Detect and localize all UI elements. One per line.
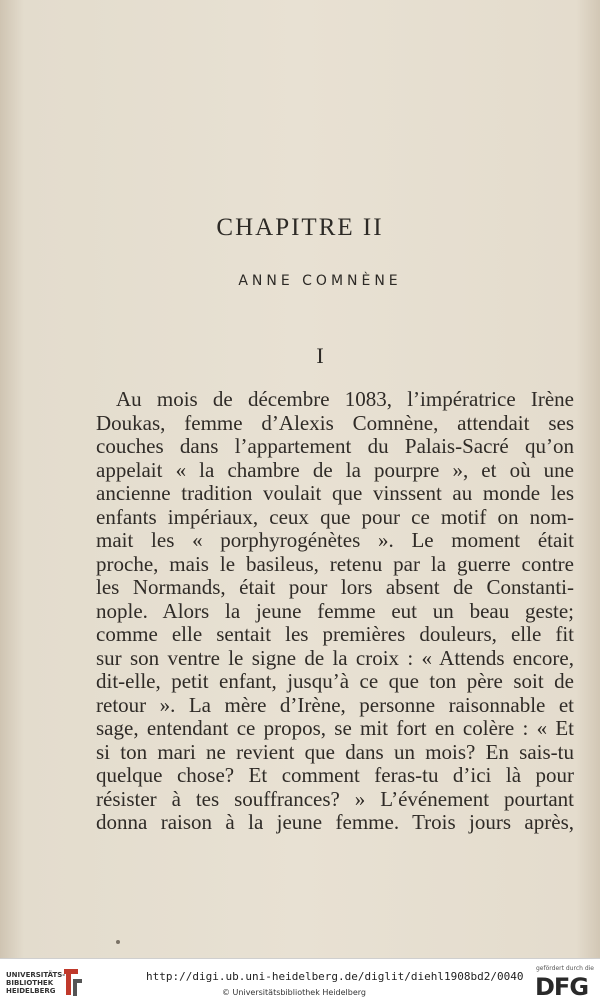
text-line: donna raison à la jeune femme. Trois jours après, [96,810,574,834]
footer-bar [0,958,600,1005]
text-line: couches dans l’appartement du Palais-Sacré qu’on [96,434,574,458]
chapter-subtitle: ANNE COMNÈNE [238,273,402,289]
text-line: enfants impériaux, ceux que pour ce motif on nom- [96,504,574,529]
section-number: I [316,343,324,368]
text-line: sur son ventre le signe de la croix : « Attends encore, [96,645,574,670]
text-line: appelait « la chambre de la pourpre », et où une [96,457,574,482]
text-line: dit-elle, petit enfant, jusqu’à ce que ton père soit de [96,669,574,693]
copyright-text: © Universitätsbibliothek Heidelberg [222,988,367,997]
text-line: sage, entendant ce propos, se mit fort en colère : « Et [96,716,574,740]
library-name: UNIVERSITÄTS- BIBLIOTHEK HEIDELBERG [6,971,66,995]
text-line: Doukas, femme d’Alexis Comnène, attendait ses [96,410,574,435]
text-line: mait les « porphyrogénètes ». Le moment était [96,528,574,552]
text-line: les Normands, était pour lors absent de Constanti- [96,575,574,599]
dfg-logo: DFG [535,973,589,1001]
chapter-title: CHAPITRE II [216,214,384,241]
body-text [96,388,574,835]
text-line: proche, mais le basileus, retenu par la guerre contre [96,551,574,576]
text-line: résister à tes souffrances? » L’événement pourtant [96,786,574,811]
text-line: quelque chose? Et comment feras-tu d’ici là pour [96,763,574,787]
text-line: retour ». La mère d’Irène, personne raisonnable et [96,692,574,717]
page-mark [116,940,120,944]
funded-by-label: gefördert durch die [536,965,594,972]
page-url-link[interactable]: http://digi.ub.uni-heidelberg.de/diglit/diehl1908bd2/0040 [146,970,524,983]
text-line: si ton mari ne revient que dans un mois? En sais-tu [96,739,574,764]
text-line: nople. Alors la jeune femme eut un beau geste; [96,598,574,623]
university-logo-icon [60,965,84,999]
text-line: comme elle sentait les premières douleurs, elle fit [96,622,574,646]
text-line: Au mois de décembre 1083, l’impératrice Irène [116,387,574,411]
text-line: ancienne tradition voulait que vinssent au monde les [96,481,574,505]
